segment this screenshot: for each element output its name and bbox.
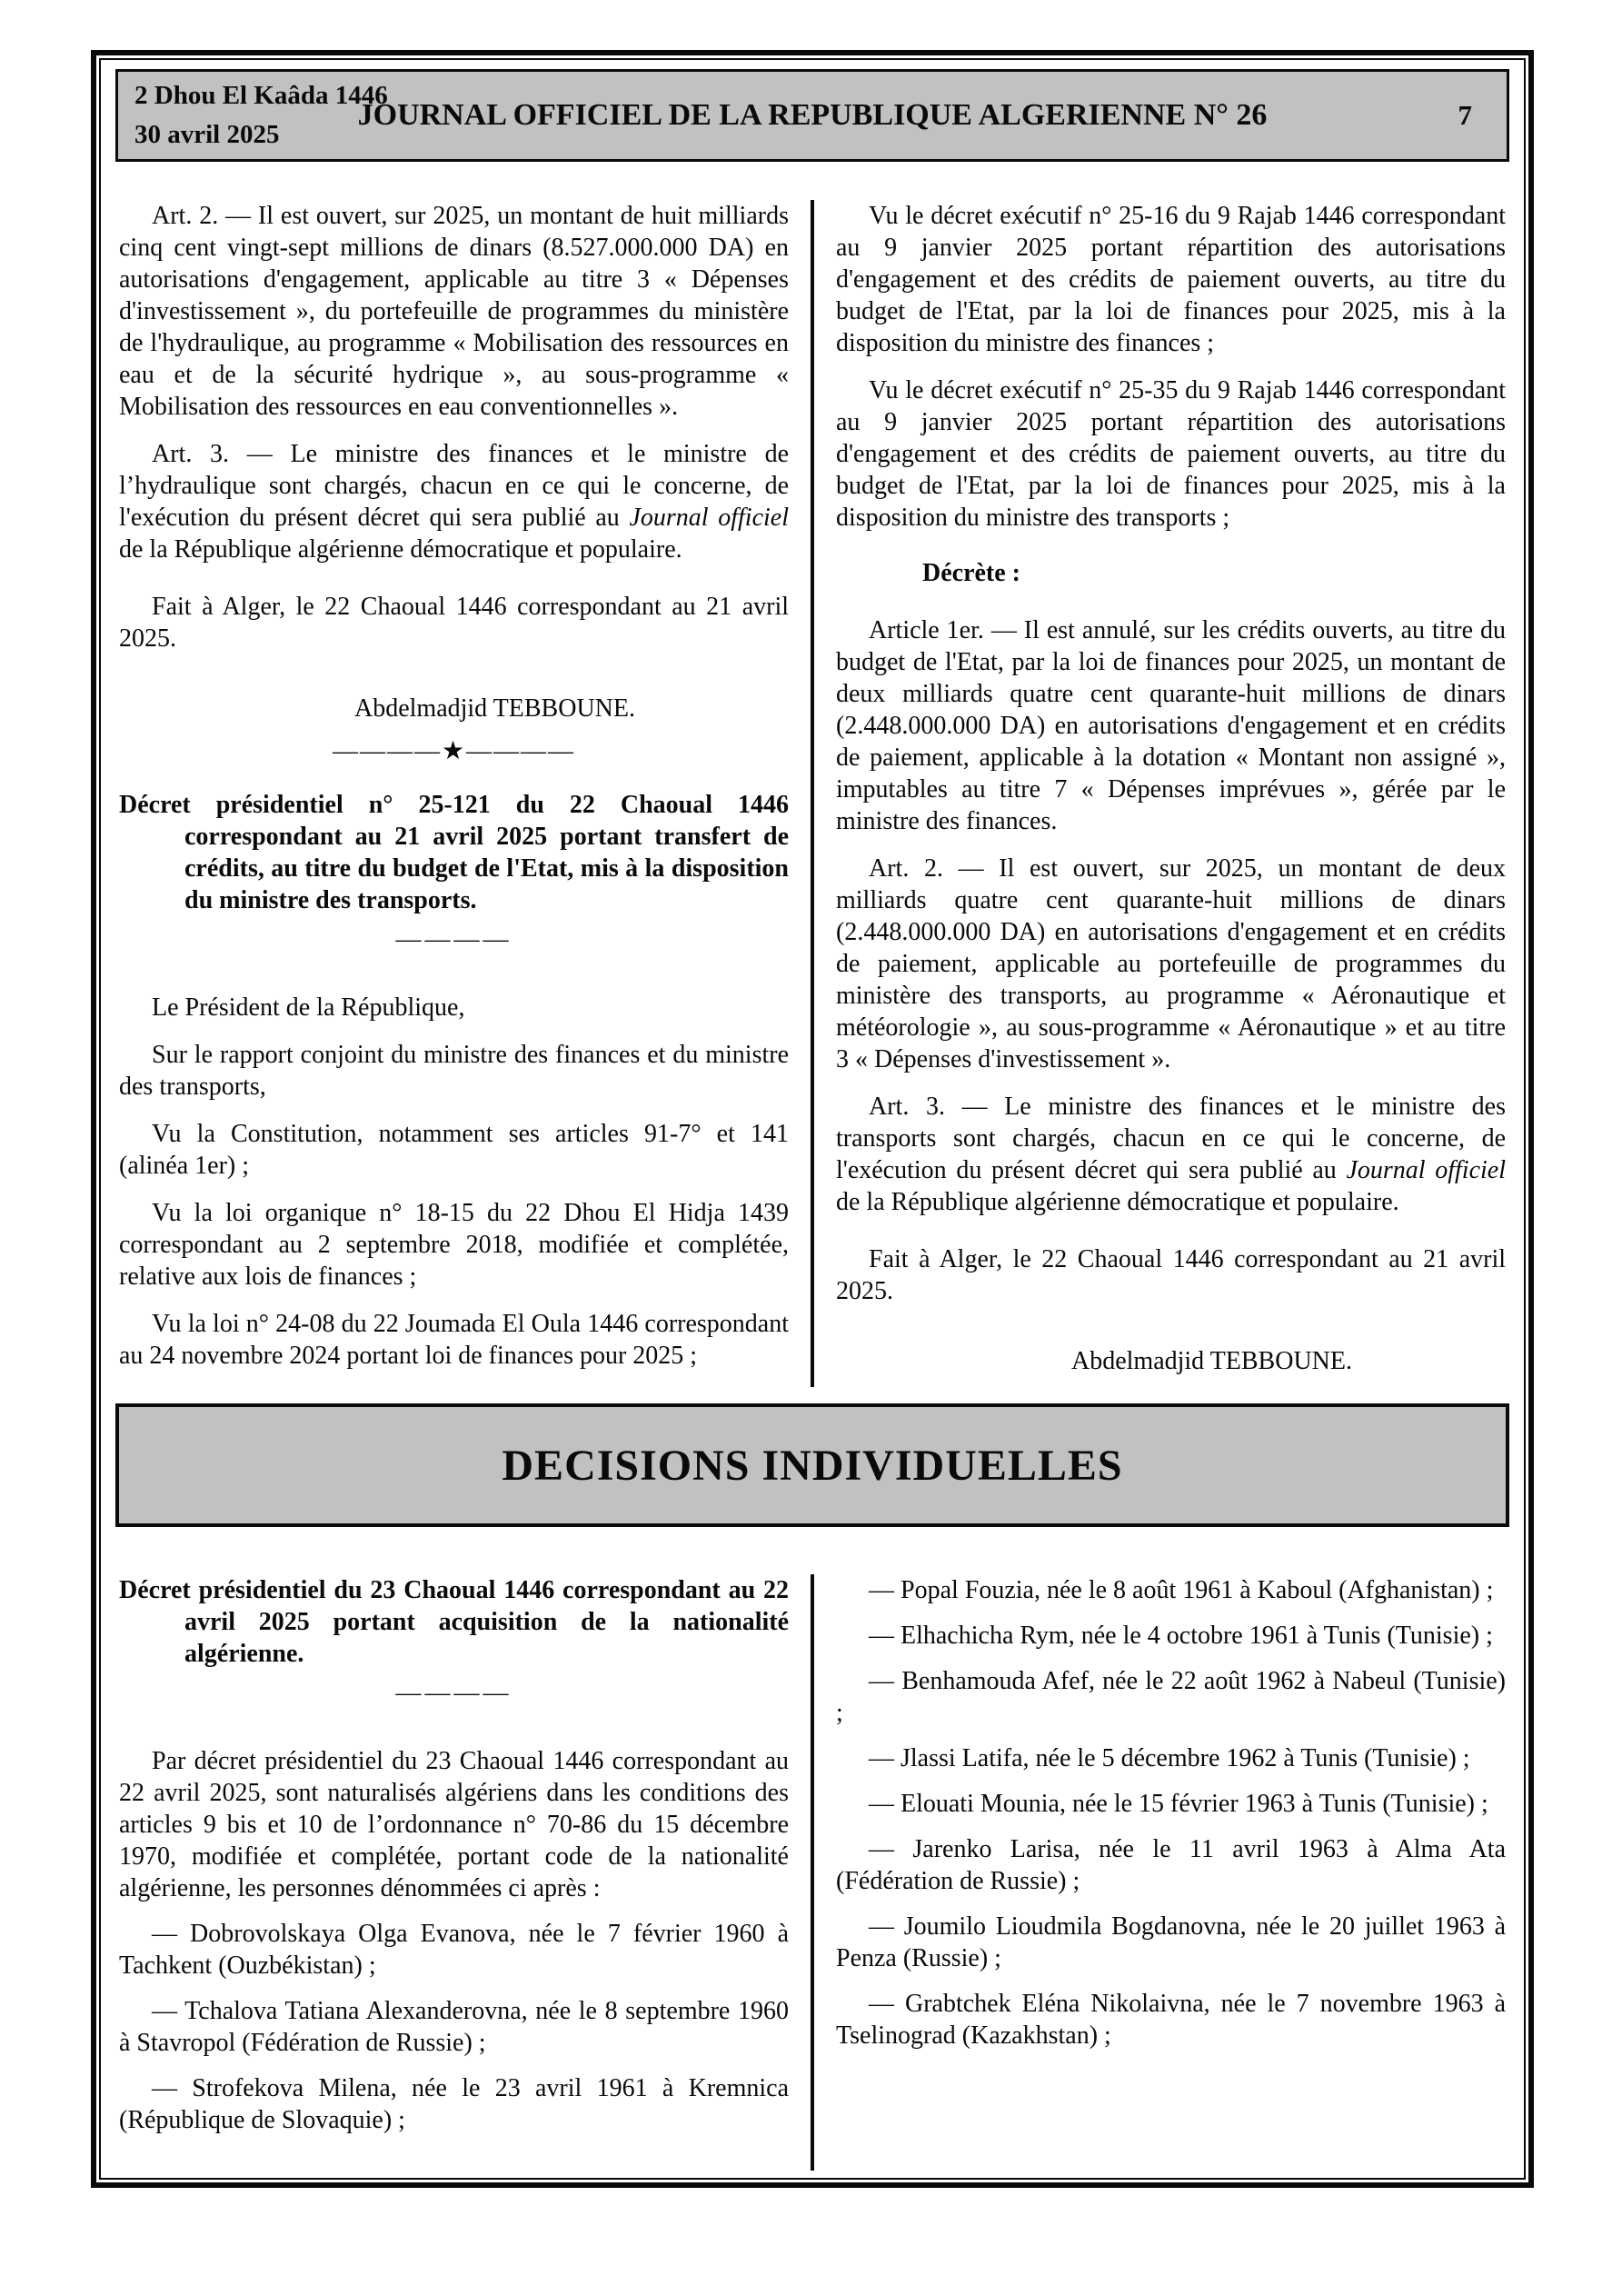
- journal-officiel-italic: Journal officiel: [629, 504, 790, 532]
- gregorian-date: 30 avril 2025: [134, 120, 280, 149]
- paragraph-art3-hydraulique: [119, 438, 789, 565]
- art3-text-pre: Art. 3. — Le ministre des finances et le ministre de l’hydraulique sont chargés, chacun en ce qui le concerne, de l'exécution du présent décret qui sera publié au: [119, 440, 789, 532]
- decree-25-121-heading: Décret présidentiel n° 25-121 du 22 Chaoual 1446 correspondant au 21 avril 2025 portant transfert de crédits, au titre du budget de l'Etat, mis à la disposition du ministre des transports.: [119, 791, 789, 914]
- star-separator: ————★————: [332, 737, 576, 765]
- paragraph-decrete: Décrète :: [922, 559, 1021, 587]
- naturalized-person-item: — Strofekova Milena, née le 23 avril 1961 à Kremnica (République de Slovaquie) ;: [119, 2074, 789, 2134]
- paragraph-vu-loi-finances: Vu la loi n° 24-08 du 22 Joumada El Oula 1446 correspondant au 24 novembre 2024 portant loi de finances pour 2025 ;: [119, 1310, 789, 1370]
- naturalized-person-item: — Joumilo Lioudmila Bogdanovna, née le 20 juillet 1963 à Penza (Russie) ;: [836, 1912, 1506, 1972]
- dash-separator: ————: [395, 925, 512, 953]
- upper-right-column: [836, 200, 1506, 1387]
- upper-left-column: [119, 200, 789, 1387]
- paragraph-fait-alger: Fait à Alger, le 22 Chaoual 1446 correspondant au 21 avril 2025.: [119, 593, 789, 653]
- naturalized-person-item: — Jarenko Larisa, née le 11 avril 1963 à Alma Ata (Fédération de Russie) ;: [836, 1835, 1506, 1895]
- paragraph-vu-decret-25-16: Vu le décret exécutif n° 25-16 du 9 Rajab 1446 correspondant au 9 janvier 2025 portant répartition des autorisations d'engagement et des crédits de paiement ouverts, au titre du budget de l'Etat, par la loi de finances pour 2025, mis à la disposition du ministre des finances ;: [836, 202, 1506, 357]
- paragraph-vu-decret-25-35: Vu le décret exécutif n° 25-35 du 9 Rajab 1446 correspondant au 9 janvier 2025 portant répartition des autorisations d'engagement et des crédits de paiement ouverts, au titre du budget de l'Etat, par la loi de finances pour 2025, mis à la disposition du ministre des transports ;: [836, 376, 1506, 532]
- paragraph-rapport: Sur le rapport conjoint du ministre des finances et du ministre des transports,: [119, 1041, 789, 1101]
- signature-tebboune: Abdelmadjid TEBBOUNE.: [353, 694, 635, 723]
- naturalized-person-item: — Elhachicha Rym, née le 4 octobre 1961 à Tunis (Tunisie) ;: [869, 1622, 1493, 1650]
- paragraph-article-1er: Article 1er. — Il est annulé, sur les crédits ouverts, au titre du budget de l'Etat, par la loi de finances pour 2025, un montant de deux milliards quatre cent quarante-huit millions de dinars (2.448.000.000 DA) en autorisations d'engagement et en crédits de paiement, applicable à la dotation « Montant non assigné », imputables au titre 7 « Dépenses imprévues », gérée par le ministre des finances.: [836, 616, 1506, 835]
- journal-title: JOURNAL OFFICIEL DE LA REPUBLIQUE ALGERIENNE N° 26: [357, 98, 1268, 132]
- paragraph-art2-transports: Art. 2. — Il est ouvert, sur 2025, un montant de deux milliards quatre cent quarante-huit millions de dinars (2.448.000.000 DA) en autorisations d'engagement et en crédits de paiement, applicable au portefeuille de programmes du ministère des transports, au programme « Aéronautique et météorologie », au sous-programme « Aéronautique » et au titre 3 « Dépenses d'investissement ».: [836, 854, 1506, 1073]
- paragraph-art2-hydraulique: Art. 2. — Il est ouvert, sur 2025, un montant de huit milliards cinq cent vingt-sept millions de dinars (8.527.000.000 DA) en autorisations d'engagement, applicable au titre 3 « Dépenses d'investissement », du portefeuille de programmes du ministère de l'hydraulique, au programme « Mobilisation des ressources en eau et de la sécurité hydrique », au sous-programme « Mobilisation des ressources en eau conventionnelles ».: [119, 202, 789, 421]
- paragraph-vu-loi-organique: Vu la loi organique n° 18-15 du 22 Dhou El Hidja 1439 correspondant au 2 septembre 2018, modifiée et complétée, relative aux lois de finances ;: [119, 1199, 789, 1291]
- paragraph-vu-constitution: Vu la Constitution, notamment ses articles 91-7° et 141 (alinéa 1er) ;: [119, 1120, 789, 1180]
- art3-text-post: de la République algérienne démocratique et populaire.: [119, 535, 682, 564]
- banner-title: DECISIONS INDIVIDUELLES: [502, 1441, 1123, 1490]
- lower-section: [112, 1551, 1513, 2171]
- paragraph-fait-alger: Fait à Alger, le 22 Chaoual 1446 correspondant au 21 avril 2025.: [836, 1245, 1506, 1305]
- art3-text-post: de la République algérienne démocratique et populaire.: [836, 1188, 1399, 1216]
- page-frame-inner: [99, 58, 1526, 2180]
- paragraph-president: Le Président de la République,: [152, 993, 465, 1022]
- dash-separator: ————: [395, 1679, 512, 1707]
- decree-nationalite-heading: Décret présidentiel du 23 Chaoual 1446 correspondant au 22 avril 2025 portant acquisition de la nationalité algérienne.: [119, 1576, 789, 1668]
- naturalized-person-item: — Benhamouda Afef, née le 22 août 1962 à Nabeul (Tunisie) ;: [836, 1667, 1506, 1727]
- hijri-date: 2 Dhou El Kaâda 1446: [134, 81, 388, 110]
- lower-left-column: [119, 1574, 789, 2171]
- page-frame: [91, 50, 1534, 2188]
- journal-officiel-italic: Journal officiel: [1346, 1156, 1507, 1184]
- naturalized-person-item: — Elouati Mounia, née le 15 février 1963 à Tunis (Tunisie) ;: [869, 1790, 1488, 1818]
- header-bar: [115, 69, 1509, 162]
- lower-right-column: [836, 1574, 1506, 2171]
- column-divider-lower: [811, 1574, 814, 2171]
- page-number: 7: [1458, 99, 1472, 131]
- signature-tebboune: Abdelmadjid TEBBOUNE.: [1070, 1347, 1352, 1375]
- naturalized-person-item: — Jlassi Latifa, née le 5 décembre 1962 à Tunis (Tunisie) ;: [869, 1744, 1470, 1772]
- naturalized-person-item: — Tchalova Tatiana Alexanderovna, née le 8 septembre 1960 à Stavropol (Fédération de Russie) ;: [119, 1997, 789, 2057]
- header-date-block: [118, 76, 388, 155]
- banner-decisions-individuelles: [115, 1403, 1509, 1527]
- naturalized-person-item: — Popal Fouzia, née le 8 août 1961 à Kaboul (Afghanistan) ;: [869, 1576, 1494, 1604]
- upper-section: [112, 162, 1513, 1387]
- paragraph-naturalisation-intro: Par décret présidentiel du 23 Chaoual 1446 correspondant au 22 avril 2025, sont naturalisés algériens dans les conditions des articles 9 bis et 10 de l’ordonnance n° 70-86 du 15 décembre 1970, modifiée et complétée, portant code de la nationalité algérienne, les personnes dénommées ci après :: [119, 1747, 789, 1902]
- column-divider-upper: [811, 200, 814, 1387]
- naturalized-person-item: — Dobrovolskaya Olga Evanova, née le 7 février 1960 à Tachkent (Ouzbékistan) ;: [119, 1920, 789, 1980]
- naturalized-person-item: — Grabtchek Eléna Nikolaivna, née le 7 novembre 1963 à Tselinograd (Kazakhstan) ;: [836, 1990, 1506, 2050]
- paragraph-art3-transports: [836, 1091, 1506, 1218]
- art3-text-pre: Art. 3. — Le ministre des finances et le ministre des transports sont chargés, chacun en ce qui le concerne, de l'exécution du présent décret qui sera publié au: [836, 1093, 1506, 1184]
